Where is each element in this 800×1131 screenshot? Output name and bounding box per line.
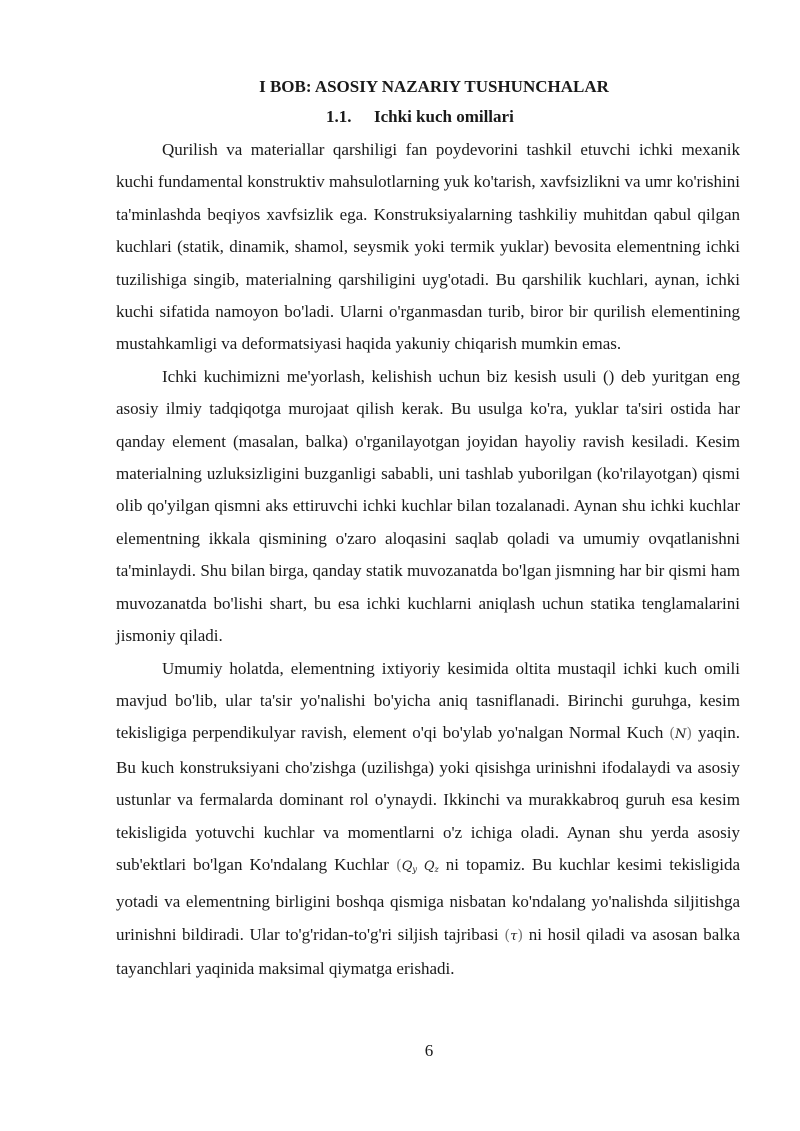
section-heading: [116, 106, 740, 128]
paragraph-3-text-3: ni topamiz. Bu kuchlar kesimi tekisligida yotadi va elementning birligini boshqa qismiga nisbatan ko'ndalang yo'nalishda siljitishga urinishni bildiradi. Ular to'g'ridan-to'g'ri siljish tajribasi: [116, 854, 741, 944]
paragraph-3-text-4: ni hosil qiladi va asosan balka tayanchlari yaqinida maksimal qiymatga erishadi.: [116, 924, 741, 979]
document-page: [116, 72, 740, 986]
subscript-z: z: [434, 864, 439, 874]
paragraph-1: Qurilish va materiallar qarshiligi fan poydevorini tashkil etuvchi ichki mexanik kuchi fundamental konstruktiv mahsulotlarning yuk ko'tarish, xavfsizlikni va umr ko'rishini ta'minlashda beqiyos xavfsizlik ega. Konstruksiyalarning tashkiliy muhitdan qabul qilgan kuchlari (statik, dinamik, shamol, seysmik yoki termik yuklar) bevosita elementning ichki tuzilishiga singib, materialning qarshiligini uyg'otadi. Bu qarshilik kuchlari, aynan, ichki kuchi sifatida namoyon bo'ladi. Ularni o'rganmasdan turib, biror bir qurilish elementining mustahkamligi va deformatsiyasi haqida yakuniy chiqarish mumkin emas.: [116, 140, 740, 354]
shear-force-symbol: ($Q_y$ $Q_z$: [395, 855, 439, 874]
paragraph-3-text-2: yaqin. Bu kuch konstruksiyani cho'zishga (uzilishga) yoki qisishga urinishni ifodalaydi va asosiy ustunlar va fermalarda dominant rol o'ynaydi. Ikkinchi va murakkabroq guruh esa kesim tekisligida yotuvchi kuchlar va momentlarni o'z ichiga oladi. Aynan shu yerda asosiy sub'ektlari bo'lgan Ko'ndalang Kuchlar: [116, 723, 741, 874]
section-number: 1.1.: [326, 107, 352, 126]
paragraph-2: Ichki kuchimizni me'yorlash, kelishish uchun biz kesish usuli () deb yuritgan eng asosiy ilmiy tadqiqotga murojaat qilish kerak. Bu usulga ko'ra, yuklar ta'siri ostida har qanday element (masalan, balka) o'rganilayotgan joyidan hayoliy ravish kesiladi. Kesim materialning uzluksizligini buzganligi sababli, uni tashlab yuborilgan (ko'rilayotgan) qismi olib qo'yilgan qismni aks ettiruvchi ichki kuchlar bilan tozalanadi. Aynan shu ichki kuchlar elementning ikkala qismining o'zaro aloqasini saqlab qoladi va umumiy ovqatlanishni ta'minlaydi. Shu bilan birga, qanday statik muvozanatda bo'lgan jismning har bir qismi ham muvozanatda bo'lishi shart, bu esa ichki kuchlarni aniqlash uchun statika tenglamalarini jismoniy qiladi.: [116, 366, 740, 646]
shear-force-letter-z: Q: [423, 858, 435, 874]
subscript-y: y: [412, 864, 417, 874]
chapter-title: I BOB: ASOSIY NAZARIY TUSHUNCHALAR: [259, 77, 609, 96]
normal-force-letter: N: [675, 727, 687, 743]
paragraph-3-text-1: Umumiy holatda, elementning ixtiyoriy kesimida oltita mustaqil ichki kuch omili mavjud bo'lib, ular ta'sir yo'nalishi bo'yicha aniq tasniflanadi. Birinchi guruhga, kesim tekisligiga perpendikulyar ravish, element o'qi bo'ylab yo'nalgan Normal Kuch: [116, 658, 740, 743]
section-title: Ichki kuch omillari: [374, 107, 514, 126]
shear-stress-symbol: (τ): [504, 925, 524, 944]
shear-stress-letter: τ: [510, 928, 518, 944]
shear-force-letter-y: Q: [401, 858, 413, 874]
paragraph-3: [116, 653, 740, 986]
page-number: 6: [424, 1041, 434, 1060]
normal-force-symbol: (N): [669, 724, 693, 743]
